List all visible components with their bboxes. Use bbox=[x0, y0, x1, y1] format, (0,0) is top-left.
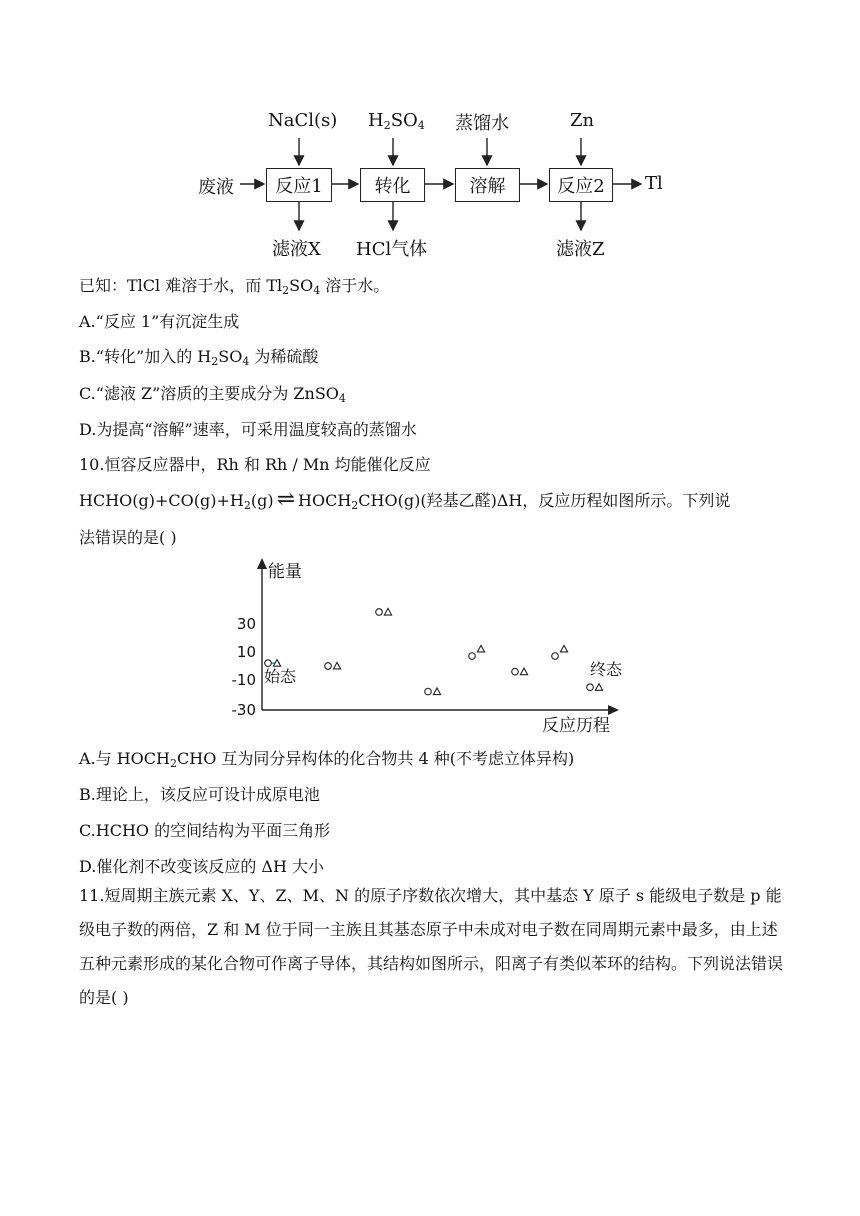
product-tl: Tl bbox=[645, 173, 663, 194]
input-distilled-water: 蒸馏水 bbox=[455, 113, 509, 134]
circle-marker-6 bbox=[552, 653, 559, 660]
y-tick-neg30: -30 bbox=[231, 701, 256, 719]
circle-marker-4 bbox=[469, 653, 476, 660]
q9-option-b: B.“转化”加入的 $H_2SO_4$ 为稀硫酸 bbox=[79, 347, 319, 368]
output-hcl-gas: HCl气体 bbox=[356, 239, 428, 260]
circle-marker-7 bbox=[587, 684, 594, 691]
q10-stem: 10.恒容反应器中，Rh 和 Rh / Mn 均能催化反应 bbox=[79, 455, 431, 474]
q9-option-a: A.“反应 1”有沉淀生成 bbox=[79, 312, 240, 331]
y-axis-label: 能量 bbox=[268, 562, 302, 582]
q10-option-d: D.催化剂不改变该反应的 ΔH 大小 bbox=[79, 857, 325, 876]
initial-state-label: 始态 bbox=[264, 667, 297, 686]
input-h2so4: $H_2SO_4$ bbox=[368, 110, 425, 132]
q9-option-d: D.为提高“溶解”速率，可采用温度较高的蒸馏水 bbox=[79, 420, 417, 439]
q9-known-info: 已知：TlCl 难溶于水，而 $Tl_2SO_4$ 溶于水。 bbox=[79, 276, 390, 297]
input-nacl: NaCl(s) bbox=[268, 110, 338, 131]
x-axis-label: 反应历程 bbox=[542, 716, 610, 736]
triangle-marker-5 bbox=[520, 668, 527, 675]
triangle-marker-7 bbox=[595, 684, 602, 691]
circle-marker-3 bbox=[425, 688, 432, 695]
y-tick-neg10: -10 bbox=[231, 671, 256, 689]
y-tick-30: 30 bbox=[236, 615, 256, 633]
triangle-marker-2 bbox=[384, 608, 391, 615]
flow-arrows bbox=[0, 0, 860, 270]
output-filtrate-z: 滤液Z bbox=[556, 239, 605, 260]
q10-equation: $HCHO(g)+CO(g)+H_2(g)$ ⇌ $HOCH_2CHO(g)$(羟基乙醛)ΔH，反应历程如图所示。下列说 bbox=[79, 487, 731, 512]
circle-marker-0 bbox=[265, 660, 272, 667]
energy-profile-chart bbox=[220, 555, 640, 745]
triangle-marker-3 bbox=[433, 688, 440, 695]
q11-stem: 11.短周期主族元素 X、Y、Z、M、N 的原子序数依次增大，其中基态 Y 原子 s 能级电子数是 p 能级电子数的两倍，Z 和 M 位于同一主族且其基态原子中未成对电子数在同周期元素中最多，由上述五种元素形成的某化合物可作离子导体，其结构如图所示，阳离子有类似苯环的结构。下列说法错误的是( ) bbox=[79, 886, 784, 1007]
triangle-marker-6 bbox=[560, 645, 567, 652]
input-zn: Zn bbox=[570, 110, 595, 131]
final-state-label: 终态 bbox=[590, 660, 623, 679]
q10-stem-end: 法错误的是( ) bbox=[79, 528, 177, 547]
output-filtrate-x: 滤液X bbox=[272, 239, 321, 260]
step-reaction-1: 反应1 bbox=[266, 168, 332, 202]
triangle-marker-1 bbox=[333, 662, 340, 669]
step-dissolve: 溶解 bbox=[455, 168, 520, 202]
circle-marker-5 bbox=[512, 668, 519, 675]
y-tick-10: 10 bbox=[236, 643, 256, 661]
feed-waste-liquid: 废液 bbox=[198, 177, 234, 198]
q10-option-a: A.与 $HOCH_2CHO$ 互为同分异构体的化合物共 4 种(不考虑立体异构) bbox=[79, 749, 575, 770]
step-conversion: 转化 bbox=[360, 168, 425, 202]
q9-option-c: C.“滤液 Z”溶质的主要成分为 ZnSO$_4$ bbox=[79, 384, 346, 405]
q10-option-c: C.HCHO 的空间结构为平面三角形 bbox=[79, 821, 331, 840]
circle-marker-2 bbox=[376, 609, 383, 616]
step-reaction-2: 反应2 bbox=[549, 168, 613, 202]
triangle-marker-4 bbox=[477, 645, 484, 652]
q10-option-b: B.理论上，该反应可设计成原电池 bbox=[79, 785, 320, 804]
circle-marker-1 bbox=[325, 663, 332, 670]
